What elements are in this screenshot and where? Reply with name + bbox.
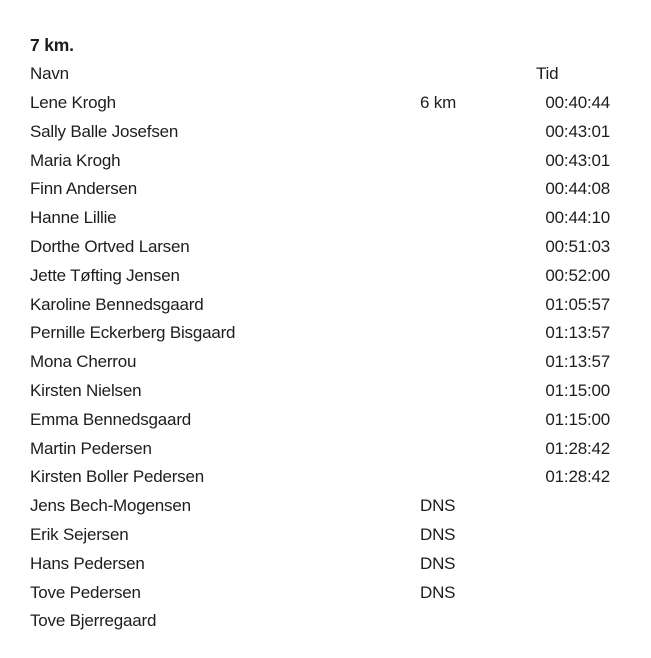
runner-name: Tove Bjerregaard — [30, 611, 157, 631]
table-row — [30, 405, 610, 434]
table-row — [30, 290, 610, 319]
finish-time: 00:44:08 — [545, 179, 610, 199]
table-row — [30, 549, 610, 578]
table-row — [30, 492, 610, 521]
row-note: 6 km — [420, 92, 457, 112]
table-row — [30, 146, 610, 175]
runner-name: Emma Bennedsgaard — [30, 409, 192, 429]
finish-time: 01:28:42 — [545, 467, 610, 487]
runner-name: Jette Tøfting Jensen — [30, 265, 180, 285]
runner-name: Mona Cherrou — [30, 352, 137, 372]
finish-time: 00:40:44 — [545, 92, 610, 112]
finish-time: 01:15:00 — [545, 380, 610, 400]
table-row — [30, 348, 610, 377]
table-row — [30, 175, 610, 204]
row-note: DNS — [420, 496, 456, 516]
runner-name: Karoline Bennedsgaard — [30, 294, 204, 314]
finish-time: 01:28:42 — [545, 438, 610, 458]
table-row — [30, 117, 610, 146]
finish-time: 00:43:01 — [545, 121, 610, 141]
finish-time: 00:44:10 — [545, 208, 610, 228]
row-note: DNS — [420, 524, 456, 544]
runner-name: Tove Pedersen — [30, 582, 141, 602]
column-header-name: Navn — [30, 64, 69, 84]
runner-name: Finn Andersen — [30, 179, 138, 199]
table-row — [30, 204, 610, 233]
results-table-body — [30, 89, 610, 636]
table-row — [30, 463, 610, 492]
finish-time: 00:51:03 — [545, 236, 610, 256]
row-note: DNS — [420, 582, 456, 602]
table-row — [30, 607, 610, 636]
runner-name: Kirsten Boller Pedersen — [30, 467, 204, 487]
finish-time: 01:05:57 — [545, 294, 610, 314]
table-row — [30, 521, 610, 550]
table-row — [30, 578, 610, 607]
finish-time: 01:13:57 — [545, 352, 610, 372]
runner-name: Hanne Lillie — [30, 208, 117, 228]
runner-name: Erik Sejersen — [30, 524, 129, 544]
table-row — [30, 261, 610, 290]
row-note: DNS — [420, 553, 456, 573]
runner-name: Pernille Eckerberg Bisgaard — [30, 323, 236, 343]
table-row — [30, 89, 610, 118]
table-row — [30, 377, 610, 406]
runner-name: Lene Krogh — [30, 92, 116, 112]
runner-name: Martin Pedersen — [30, 438, 152, 458]
runner-name: Sally Balle Josefsen — [30, 121, 179, 141]
page-title: 7 km. — [30, 34, 74, 55]
runner-name: Hans Pedersen — [30, 553, 145, 573]
runner-name: Dorthe Ortved Larsen — [30, 236, 190, 256]
finish-time: 01:15:00 — [545, 409, 610, 429]
finish-time: 00:43:01 — [545, 150, 610, 170]
table-row — [30, 319, 610, 348]
page-title-row — [30, 31, 610, 60]
table-row — [30, 434, 610, 463]
runner-name: Jens Bech-Mogensen — [30, 496, 191, 516]
runner-name: Maria Krogh — [30, 150, 121, 170]
finish-time: 00:52:00 — [545, 265, 610, 285]
table-header-row — [30, 60, 610, 89]
finish-time: 01:13:57 — [545, 323, 610, 343]
runner-name: Kirsten Nielsen — [30, 380, 142, 400]
table-row — [30, 233, 610, 262]
column-header-time: Tid — [536, 64, 559, 84]
